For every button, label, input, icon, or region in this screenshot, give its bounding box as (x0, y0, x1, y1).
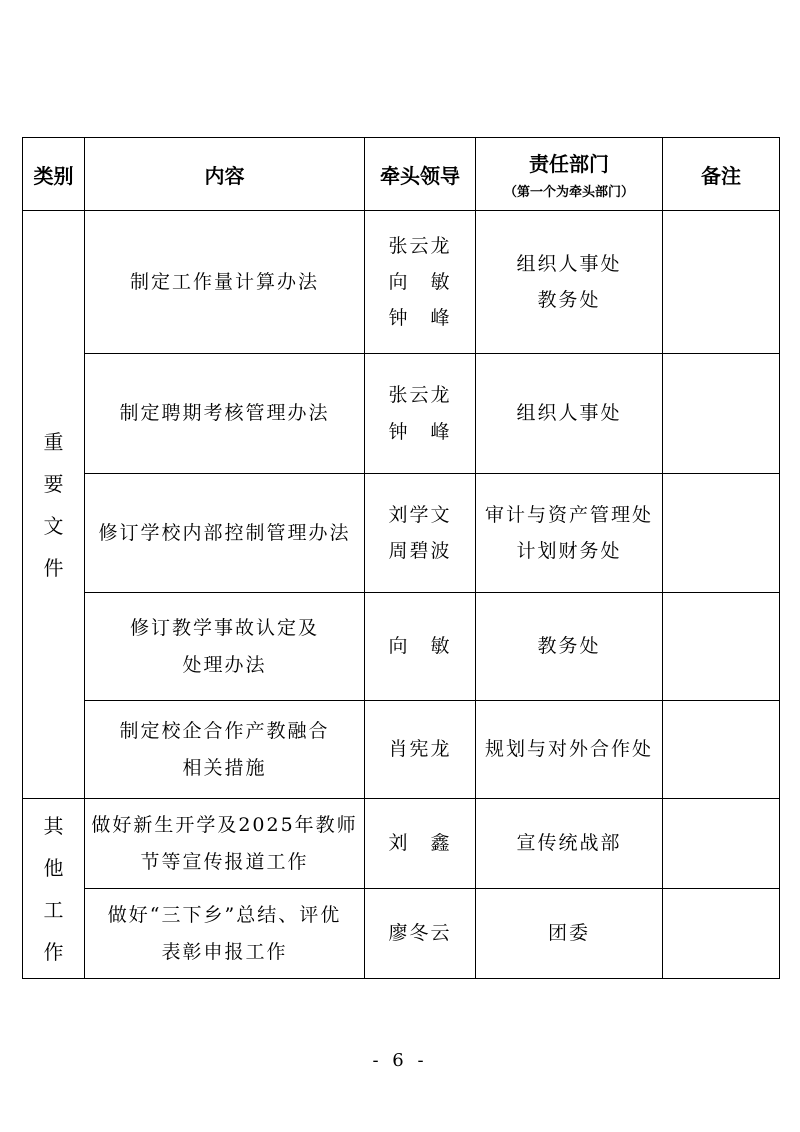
content-cell-line: 节等宣传报道工作 (140, 850, 309, 873)
remark-cell (663, 211, 780, 354)
category-char: 重 (43, 429, 64, 454)
header-department-note: （第一个为牵头部门） (503, 185, 634, 200)
leader-cell-line: 向 敏 (388, 270, 452, 293)
department-cell (476, 799, 663, 889)
leader-cell-line: 肖宪龙 (388, 738, 452, 761)
category-char: 文 (43, 513, 64, 538)
leader-cell-line: 周碧波 (388, 540, 452, 562)
content-cell (85, 593, 365, 701)
department-cell-line: 组织人事处 (516, 402, 622, 425)
header-remarks: 备注 (663, 138, 780, 211)
remark-cell (663, 799, 780, 889)
header-department (476, 138, 663, 211)
leader-cell-line: 廖冬云 (388, 922, 452, 945)
department-cell (476, 211, 663, 354)
leader-cell (365, 701, 476, 799)
department-cell-line: 审计与资产管理处 (484, 503, 653, 526)
remark-cell (663, 474, 780, 593)
table-body (23, 211, 780, 979)
leader-cell-line: 钟 峰 (388, 420, 452, 443)
leader-cell-line: 钟 峰 (388, 307, 452, 330)
content-cell-line: 制定校企合作产教融合 (119, 720, 330, 743)
header-content: 内容 (85, 138, 365, 211)
content-cell-line: 修订学校内部控制管理办法 (98, 521, 351, 544)
content-cell (85, 211, 365, 354)
table-row (23, 701, 780, 799)
category-char: 作 (43, 939, 64, 964)
content-cell-line: 处理办法 (182, 653, 267, 676)
remark-cell (663, 354, 780, 474)
department-cell (476, 354, 663, 474)
leader-cell-line: 刘学文 (388, 503, 452, 526)
leader-cell (365, 889, 476, 979)
leader-cell-line: 张云龙 (388, 384, 452, 407)
header-leader: 牵头领导 (365, 138, 476, 211)
department-cell-line: 教务处 (537, 289, 601, 311)
leader-cell (365, 211, 476, 354)
page-number: - 6 - (372, 1050, 428, 1071)
header-category: 类别 (23, 138, 85, 211)
leader-cell (365, 799, 476, 889)
department-cell-line: 组织人事处 (516, 252, 622, 275)
category-char: 他 (43, 855, 64, 880)
remark-cell (663, 701, 780, 799)
content-cell (85, 889, 365, 979)
department-cell (476, 701, 663, 799)
department-cell-line: 宣传统战部 (516, 832, 622, 855)
table-row (23, 799, 780, 889)
header-department-label: 责任部门 (529, 152, 609, 176)
responsibility-table (22, 137, 780, 979)
remark-cell (663, 593, 780, 701)
table-row (23, 211, 780, 354)
content-cell-line: 相关措施 (182, 756, 267, 779)
content-cell-line: 做好新生开学及2025年教师 (91, 814, 358, 837)
content-cell (85, 474, 365, 593)
table-row (23, 889, 780, 979)
category-char: 工 (43, 897, 64, 922)
remark-cell (663, 889, 780, 979)
leader-cell-line: 张云龙 (388, 234, 452, 257)
content-cell (85, 799, 365, 889)
department-cell-line: 计划财务处 (516, 540, 622, 562)
table-row (23, 354, 780, 474)
table-row (23, 593, 780, 701)
leader-cell (365, 474, 476, 593)
category-cell (23, 211, 85, 799)
content-cell-line: 制定工作量计算办法 (129, 270, 319, 293)
leader-cell-line: 向 敏 (388, 635, 452, 658)
department-cell (476, 889, 663, 979)
category-char: 要 (43, 471, 64, 496)
leader-cell (365, 593, 476, 701)
department-cell-line: 团委 (547, 922, 590, 945)
content-cell (85, 354, 365, 474)
leader-cell (365, 354, 476, 474)
content-cell (85, 701, 365, 799)
table-header-row (23, 138, 780, 211)
department-cell-line: 教务处 (537, 635, 601, 658)
content-cell-line: 修订教学事故认定及 (129, 617, 319, 640)
content-cell-line: 制定聘期考核管理办法 (119, 402, 330, 425)
department-cell (476, 593, 663, 701)
category-char: 件 (43, 555, 64, 580)
category-char: 其 (43, 813, 64, 838)
content-cell-line: 表彰申报工作 (161, 940, 288, 963)
department-cell-line: 规划与对外合作处 (484, 738, 653, 761)
department-cell (476, 474, 663, 593)
content-cell-line: 做好“三下乡”总结、评优 (107, 904, 342, 927)
table-row (23, 474, 780, 593)
leader-cell-line: 刘 鑫 (388, 832, 452, 855)
category-cell (23, 799, 85, 979)
